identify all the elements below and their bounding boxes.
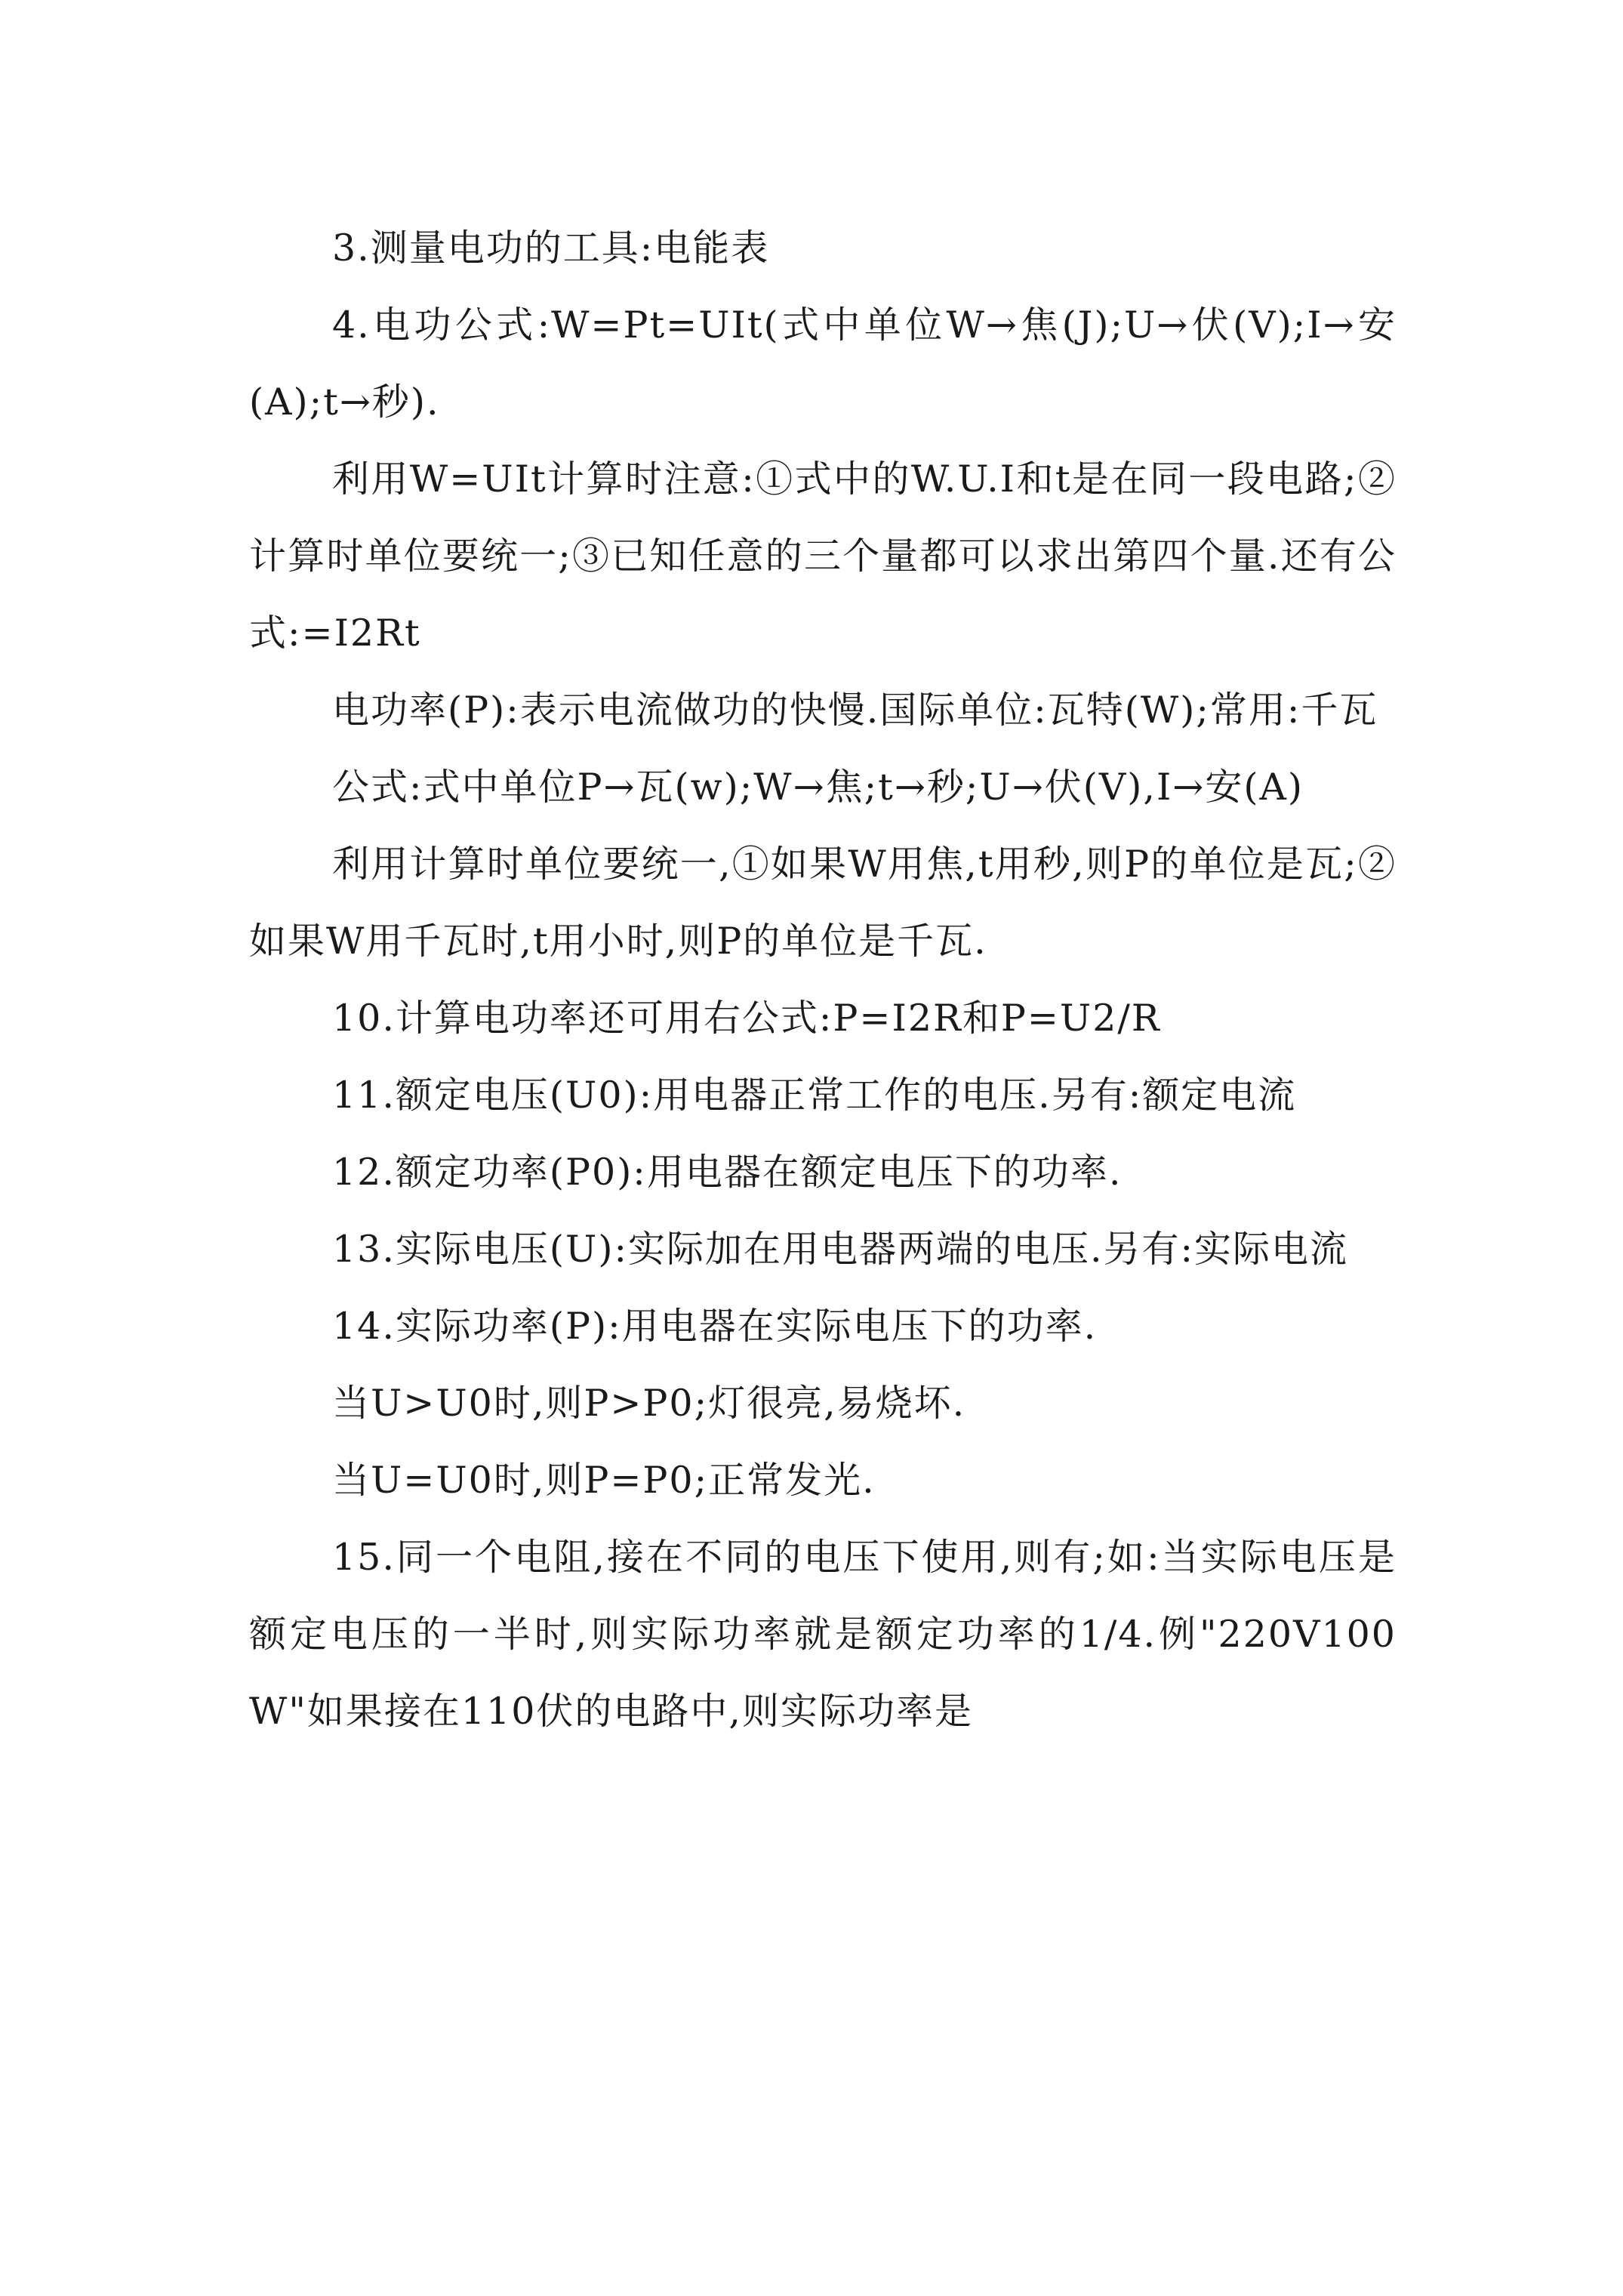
paragraph-item-11: 11.额定电压(U0):用电器正常工作的电压.另有:额定电流 xyxy=(332,1074,1297,1117)
paragraph-case-rated: 当U=U0时,则P=P0;正常发光. xyxy=(332,1459,876,1502)
paragraph-unit-consistency: 利用计算时单位要统一,①如果W用焦,t用秒,则P的单位是瓦;②如果W用千瓦时,t用小时,则P的单位是千瓦. xyxy=(249,843,1397,963)
paragraph-calculation-notes: 利用W=UIt计算时注意:①式中的W.U.I和t是在同一段电路;②计算时单位要统一;③已知任意的三个量都可以求出第四个量.还有公式:=I2Rt xyxy=(249,458,1397,655)
paragraph-item-10: 10.计算电功率还可用右公式:P=I2R和P=U2/R xyxy=(332,997,1161,1040)
paragraph-case-overvoltage: 当U>U0时,则P>P0;灯很亮,易烧坏. xyxy=(332,1382,966,1425)
paragraph-item-12: 12.额定功率(P0):用电器在额定电压下的功率. xyxy=(332,1151,1123,1194)
paragraph-work-formula: 4.电功公式:W=Pt=UIt(式中单位W→焦(J);U→伏(V);I→安(A);t→秒). xyxy=(249,304,1397,424)
paragraph-item-15: 15.同一个电阻,接在不同的电压下使用,则有;如:当实际电压是额定电压的一半时,则实际功率就是额定功率的1/4.例"220V100W"如果接在110伏的电路中,则实际功率是 xyxy=(249,1536,1397,1733)
paragraph-item-14: 14.实际功率(P):用电器在实际电压下的功率. xyxy=(332,1305,1098,1348)
document-body xyxy=(249,210,1397,1750)
paragraph-tool: 3.测量电功的工具:电能表 xyxy=(332,227,770,270)
paragraph-item-13: 13.实际电压(U):实际加在用电器两端的电压.另有:实际电流 xyxy=(332,1228,1349,1271)
paragraph-power-definition: 电功率(P):表示电流做功的快慢.国际单位:瓦特(W);常用:千瓦 xyxy=(332,689,1378,732)
paragraph-power-formula-units: 公式:式中单位P→瓦(w);W→焦;t→秒;U→伏(V),I→安(A) xyxy=(332,766,1304,809)
